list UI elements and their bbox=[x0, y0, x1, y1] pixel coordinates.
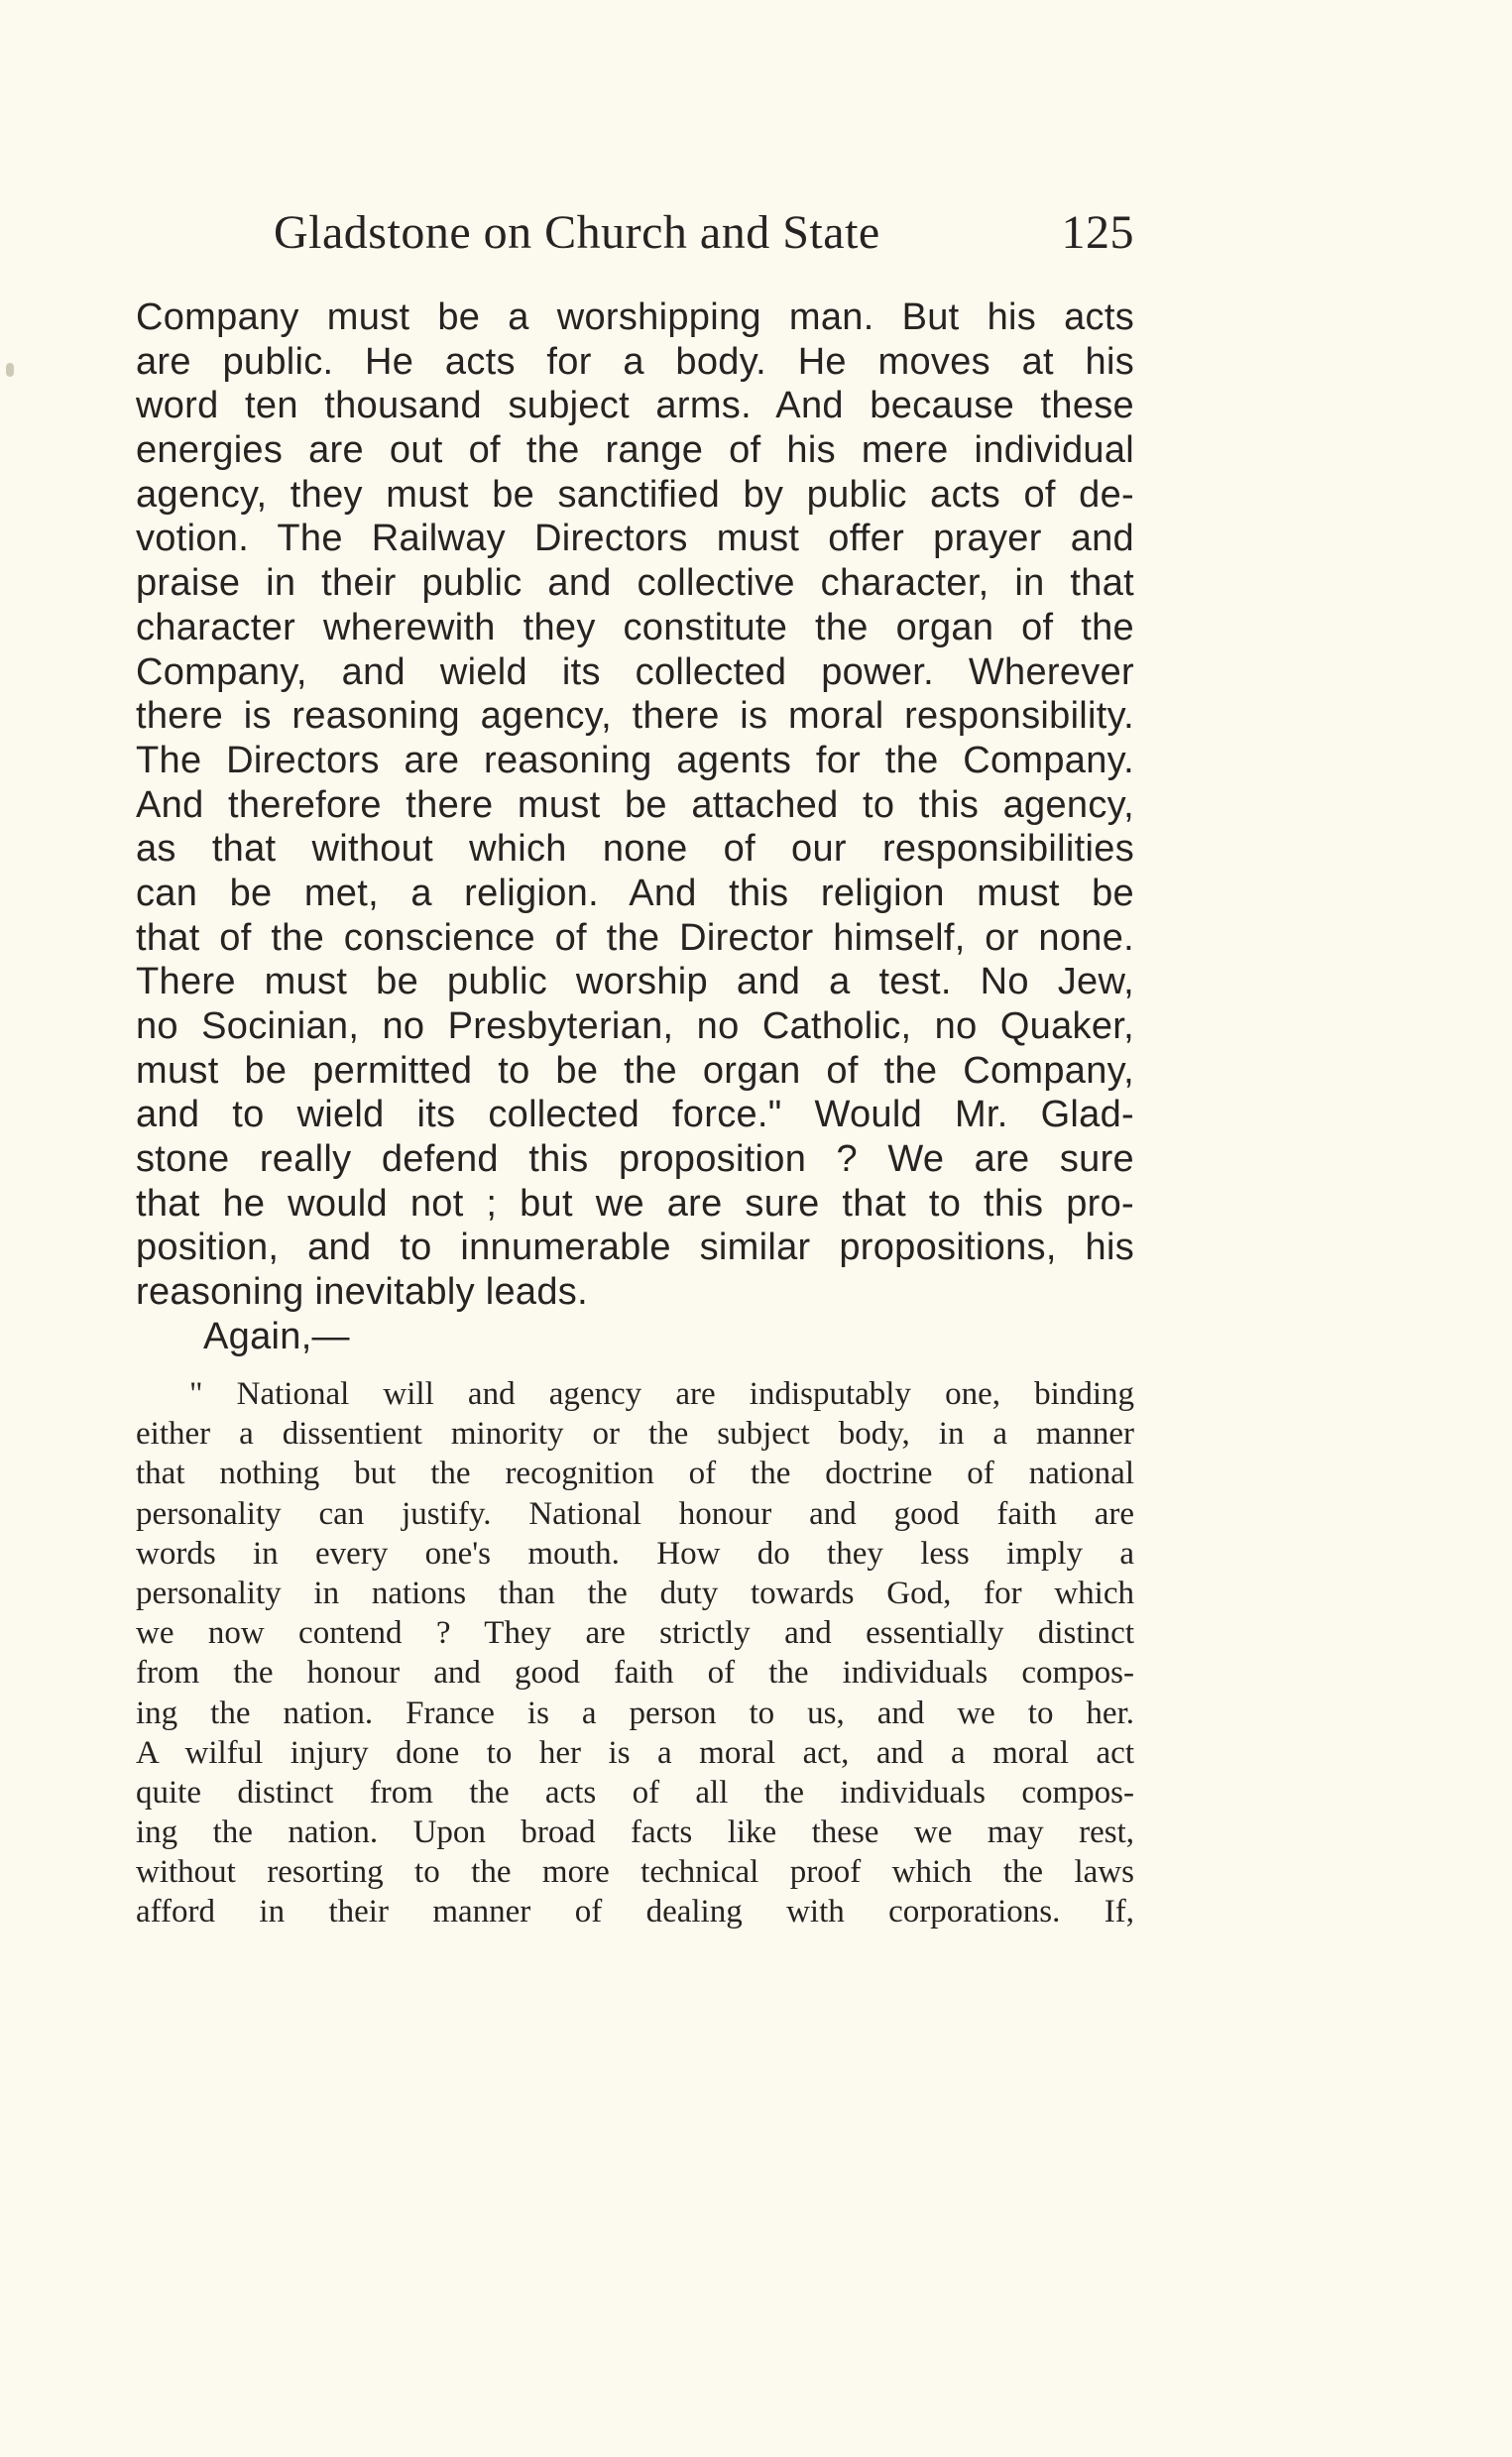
text-line: and to wield its collected force." Would Mr. Glad- bbox=[136, 1094, 1134, 1136]
quote-line: A wilful injury done to her is a moral act, and a moral act bbox=[136, 1734, 1134, 1771]
text-line: The Directors are reasoning agents for the Company. bbox=[136, 739, 1134, 781]
text-line: character wherewith they constitute the organ of the bbox=[136, 606, 1134, 648]
text-line: no Socinian, no Presbyterian, no Catholic, no Quaker, bbox=[136, 1005, 1134, 1047]
again-line: Again,— bbox=[203, 1315, 350, 1357]
text-line: there is reasoning agency, there is moral responsibility. bbox=[136, 695, 1134, 738]
text-line: energies are out of the range of his mere individual bbox=[136, 429, 1134, 472]
text-line: There must be public worship and a test. No Jew, bbox=[136, 961, 1134, 1003]
text-line: And therefore there must be attached to this agency, bbox=[136, 783, 1134, 826]
text-line: can be met, a religion. And this religion must be bbox=[136, 872, 1134, 914]
running-header bbox=[274, 203, 1134, 263]
quote-line: without resorting to the more technical proof which the laws bbox=[136, 1854, 1134, 1891]
quote-line: that nothing but the recognition of the doctrine of national bbox=[136, 1456, 1134, 1492]
text-line: agency, they must be sanctified by public acts of de- bbox=[136, 473, 1134, 516]
quote-line: from the honour and good faith of the individuals compos- bbox=[136, 1655, 1134, 1692]
quote-line: quite distinct from the acts of all the individuals compos- bbox=[136, 1774, 1134, 1811]
text-line: as that without which none of our responsibilities bbox=[136, 828, 1134, 871]
quote-line: " National will and agency are indisputably one, binding bbox=[189, 1376, 1134, 1412]
text-line: that of the conscience of the Director himself, or none. bbox=[136, 916, 1134, 959]
margin-speck bbox=[6, 363, 14, 377]
quote-line: personality can justify. National honour and good faith are bbox=[136, 1495, 1134, 1532]
text-line: stone really defend this proposition ? We are sure bbox=[136, 1138, 1134, 1181]
text-line: word ten thousand subject arms. And because these bbox=[136, 385, 1134, 427]
main-text bbox=[136, 295, 1134, 1359]
quote-line: personality in nations than the duty towards God, for which bbox=[136, 1575, 1134, 1611]
running-title: Gladstone on Church and State bbox=[274, 206, 880, 259]
quote-line: we now contend ? They are strictly and essentially distinct bbox=[136, 1615, 1134, 1652]
text-line: praise in their public and collective character, in that bbox=[136, 562, 1134, 605]
quote-line: ing the nation. Upon broad facts like these we may rest, bbox=[136, 1814, 1134, 1851]
text-line: Company must be a worshipping man. But his acts bbox=[136, 296, 1134, 338]
quote-line: words in every one's mouth. How do they less imply a bbox=[136, 1535, 1134, 1572]
quote-line: afford in their manner of dealing with corporations. If, bbox=[136, 1894, 1134, 1930]
text-line: must be permitted to be the organ of the Company, bbox=[136, 1049, 1134, 1092]
block-quote bbox=[136, 1374, 1134, 1932]
page-number: 125 bbox=[1061, 206, 1134, 259]
quote-line: either a dissentient minority or the subject body, in a manner bbox=[136, 1416, 1134, 1453]
text-line: reasoning inevitably leads. bbox=[136, 1271, 588, 1314]
quote-line: ing the nation. France is a person to us, and we to her. bbox=[136, 1695, 1134, 1731]
text-line: Company, and wield its collected power. Wherever bbox=[136, 650, 1134, 693]
text-line: are public. He acts for a body. He moves at his bbox=[136, 340, 1134, 383]
text-line: position, and to innumerable similar propositions, his bbox=[136, 1227, 1134, 1269]
text-line: that he would not ; but we are sure that to this pro- bbox=[136, 1182, 1134, 1225]
text-line: votion. The Railway Directors must offer prayer and bbox=[136, 518, 1134, 560]
